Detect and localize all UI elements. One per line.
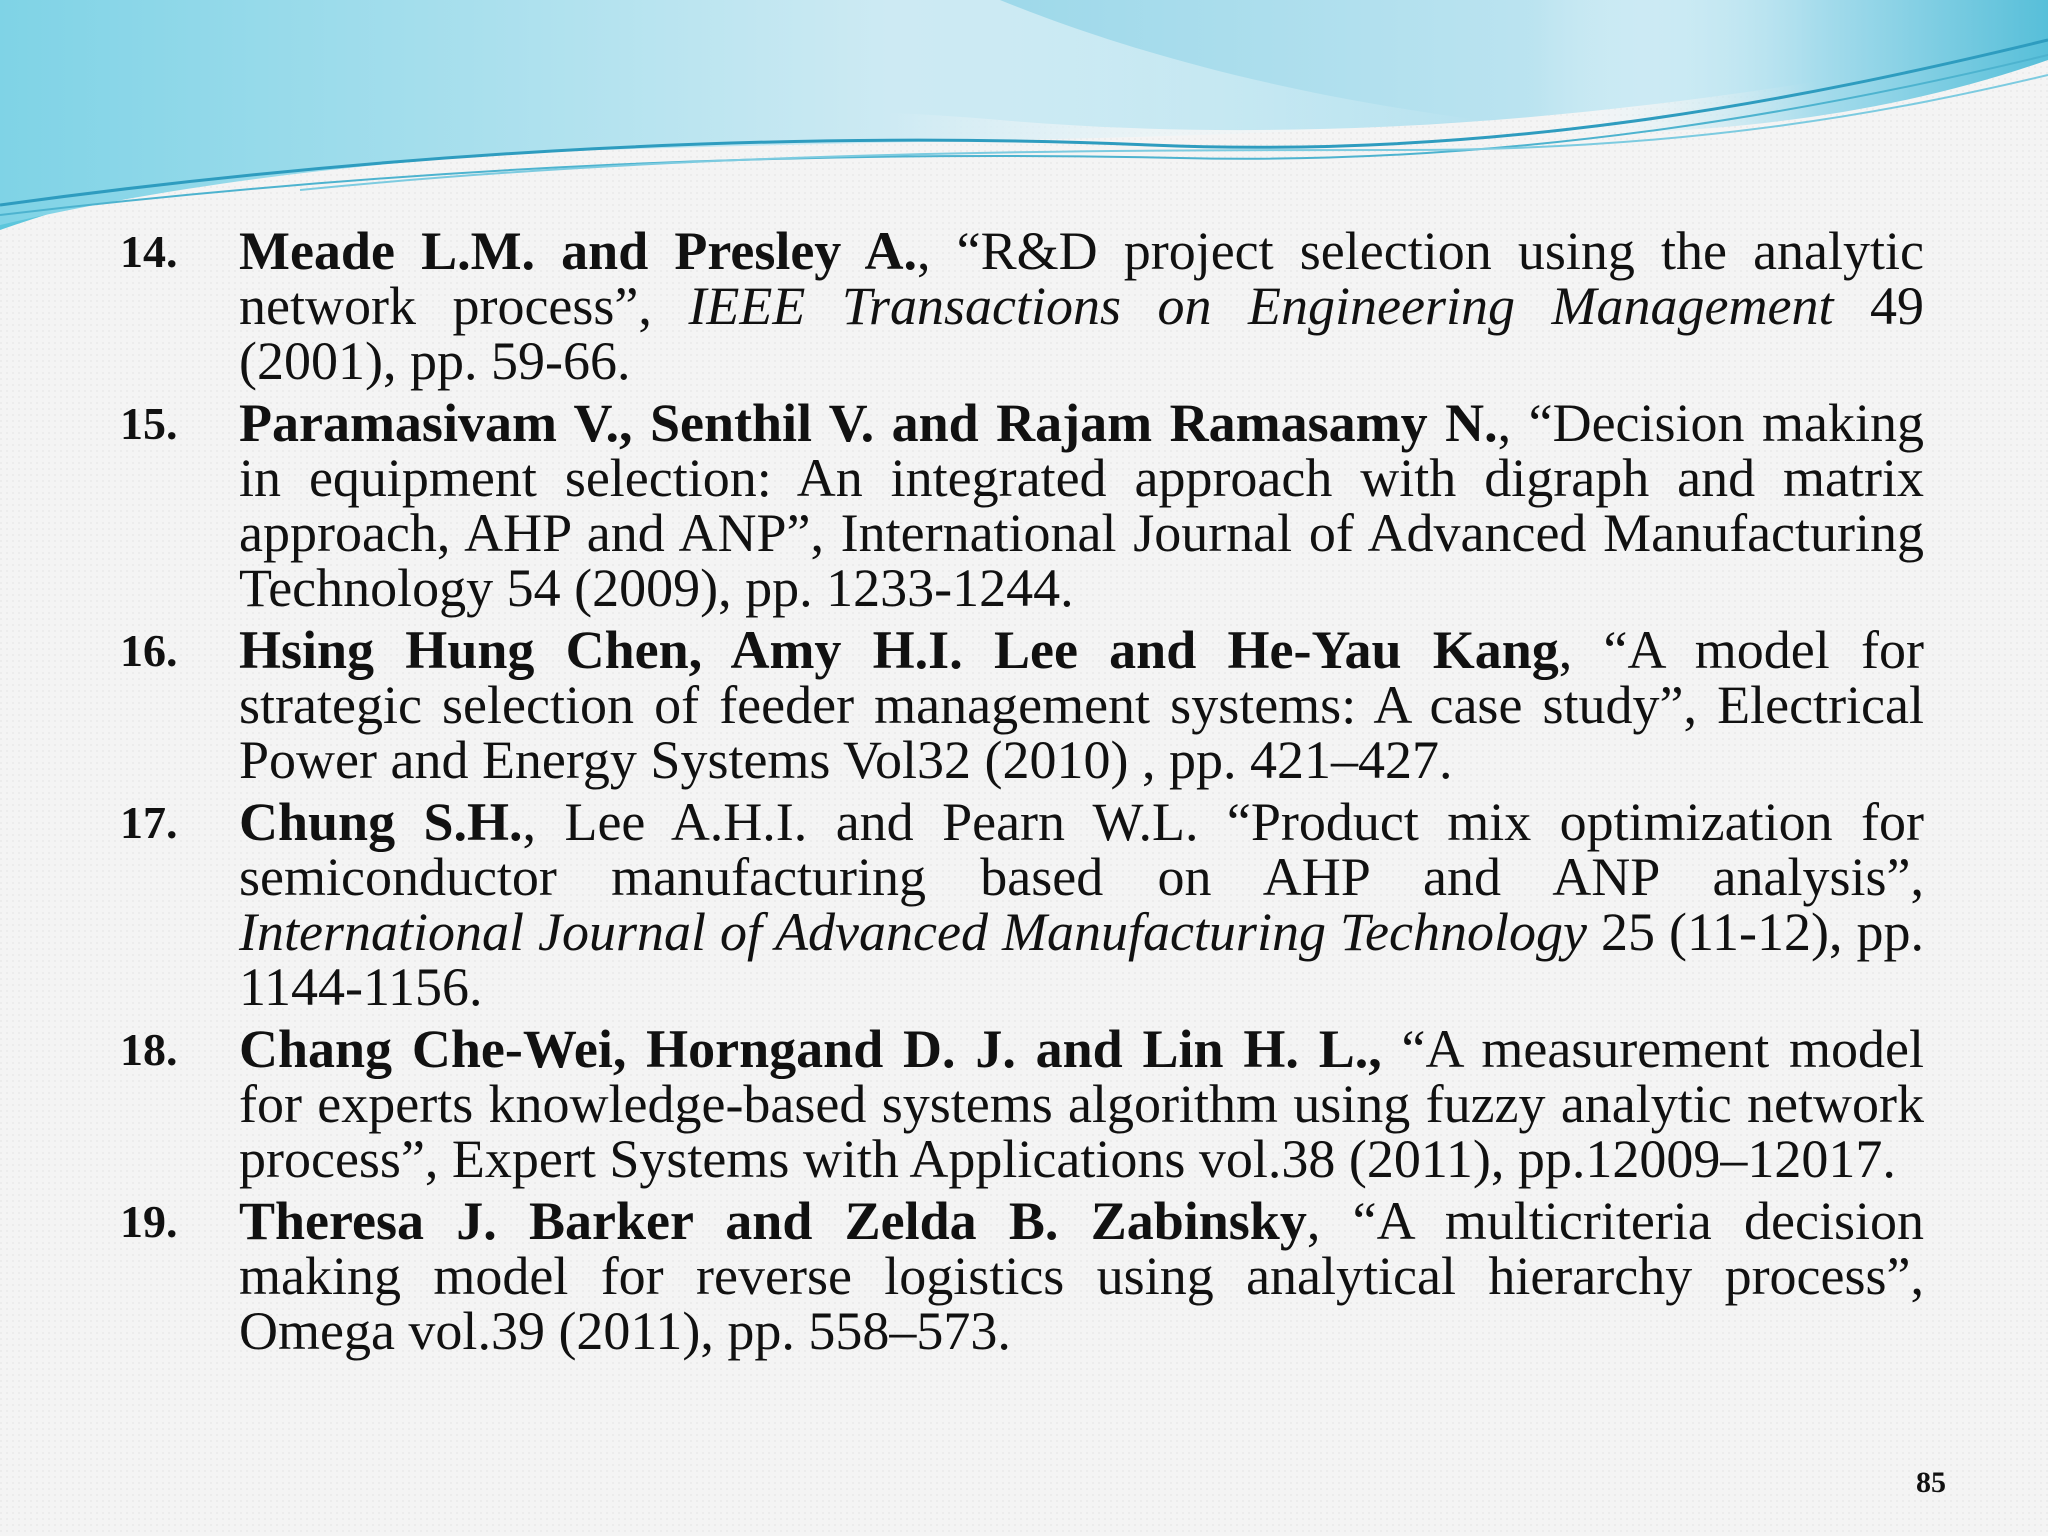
reference-title: “A measurement model for experts knowledge-based systems algorithm using fuzzy analytic network process”, Expert Systems with Applications vol.38 (2011), pp.12009–12017. bbox=[239, 1019, 1925, 1189]
reference-item-17 bbox=[120, 792, 1924, 1017]
reference-title: , “R&D project selection using the analytic network process”, bbox=[239, 221, 1924, 336]
reference-number: 14. bbox=[120, 226, 178, 277]
reference-title: , Lee A.H.I. and Pearn W.L. “Product mix optimization for semiconductor manufacturing based on AHP and ANP analysis”, bbox=[239, 792, 1924, 907]
reference-title: , “Decision making in equipment selection: An integrated approach with digraph and matrix approach, AHP and ANP”, International Journal of Advanced Manufacturing Technology 54 (2009), pp. 1233-1244. bbox=[239, 393, 1925, 618]
reference-journal: IEEE Transactions on Engineering Management bbox=[688, 276, 1834, 336]
reference-authors: Theresa J. Barker and Zelda B. Zabinsky bbox=[239, 1191, 1307, 1251]
reference-authors: Meade L.M. and Presley A. bbox=[239, 221, 917, 281]
reference-details: 49 (2001), pp. 59-66. bbox=[239, 276, 1924, 391]
reference-number: 15. bbox=[120, 398, 178, 449]
reference-item-19 bbox=[120, 1191, 1924, 1361]
page-number: 85 bbox=[1916, 1466, 1946, 1499]
reference-number: 18. bbox=[120, 1024, 178, 1075]
reference-authors: Chang Che-Wei, Horngand D. J. and Lin H. L., bbox=[239, 1019, 1382, 1079]
reference-authors: Hsing Hung Chen, Amy H.I. Lee and He-Yau Kang bbox=[239, 620, 1559, 680]
reference-title: , “A model for strategic selection of feeder management systems: A case study”, Electrical Power and Energy Systems Vol32 (2010) , pp. 421–427. bbox=[239, 620, 1924, 790]
reference-number: 19. bbox=[120, 1196, 178, 1247]
reference-title: , “A multicriteria decision making model for reverse logistics using analytical hierarchy process”, Omega vol.39 (2011), pp. 558–573. bbox=[239, 1191, 1924, 1361]
reference-item-15 bbox=[120, 393, 1925, 618]
reference-item-18 bbox=[120, 1019, 1925, 1189]
reference-authors: Chung S.H. bbox=[239, 792, 523, 852]
reference-number: 17. bbox=[120, 797, 178, 848]
header-wave-decoration bbox=[0, 0, 2048, 240]
reference-details: 25 (11-12), pp. 1144-1156. bbox=[239, 902, 1924, 1017]
reference-journal: International Journal of Advanced Manufacturing Technology bbox=[239, 902, 1587, 962]
reference-authors: Paramasivam V., Senthil V. and Rajam Ramasamy N. bbox=[239, 393, 1498, 453]
reference-item-14 bbox=[120, 221, 1924, 391]
reference-item-16 bbox=[120, 620, 1924, 790]
reference-list bbox=[120, 221, 1925, 1366]
reference-number: 16. bbox=[120, 625, 178, 676]
